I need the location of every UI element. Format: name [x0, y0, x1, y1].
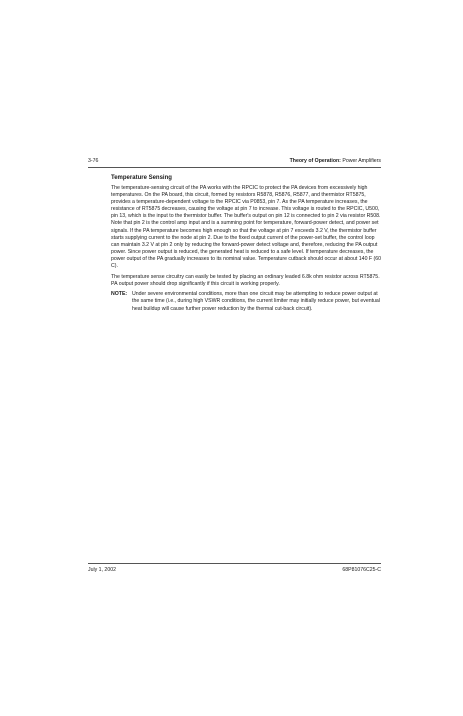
body-paragraph: The temperature sense circuitry can easily be tested by placing an ordinary leaded 6.8k ohm resistor across RT5875. PA output power should drop significantly if this circuit is working properly.: [111, 273, 380, 287]
body-paragraph: The temperature-sensing circuit of the PA works with the RPCIC to protect the PA devices from excessively high temperatures. On the PA board, this circuit, formed by resistors R5878, R5876, R5877, and thermistor RT5875, provides a temperature-dependent voltage to the RPCIC via P0853, pin 7. As the PA temperature increases, the resistance of RT5875 decreases, causing the voltage at pin 7 to increase. This voltage is routed to the RPCIC, U500, pin 13, which is the input to the thermistor buffer. The buffer's output on pin 12 is connected to pin 2 via resistor R508. Note that pin 2 is the control amp input and is a summing point for temperature, forward-power detect, and power set signals. If the PA temperature becomes high enough so that the voltage at pin 7 exceeds 3.2 V, the thermistor buffer starts supplying current to the node at pin 2. Due to the fixed output current of the power-set buffer, the control loop can maintain 3.2 V at pin 2 only by reducing the forward-power detect voltage and, therefore, reducing the PA output power. Since power output is reduced, the generated heat is reduced to a safe level. If temperature decreases, the power output of the PA gradually increases to its nominal value. Temperature cutback should occur at about 140 F (60 C).: [111, 185, 382, 270]
footer-doc-number: 68P81076C25-C: [342, 567, 381, 573]
header-rule: [88, 167, 381, 168]
running-title: [290, 157, 381, 166]
note-label: NOTE:: [111, 291, 128, 298]
running-title-subsection: Power Amplifiers: [340, 158, 381, 164]
footer-date: July 1, 2002: [88, 567, 116, 573]
page-footer: [88, 566, 381, 575]
note-block: [111, 291, 381, 312]
page-body: [111, 174, 381, 313]
page-number: 3-76: [88, 158, 99, 164]
running-title-section: Theory of Operation:: [289, 158, 341, 164]
section-heading: Temperature Sensing: [111, 175, 172, 181]
page-header: [88, 157, 381, 166]
footer-rule: [88, 563, 381, 564]
note-text: Under severe environmental conditions, more than one circuit may be attempting to reduce power output at the same time (i.e., during high VSWR conditions, the current limiter may initially reduce power, but eventual heat buildup will cause further power reduction by the thermal cut-back circuit).: [132, 291, 380, 312]
